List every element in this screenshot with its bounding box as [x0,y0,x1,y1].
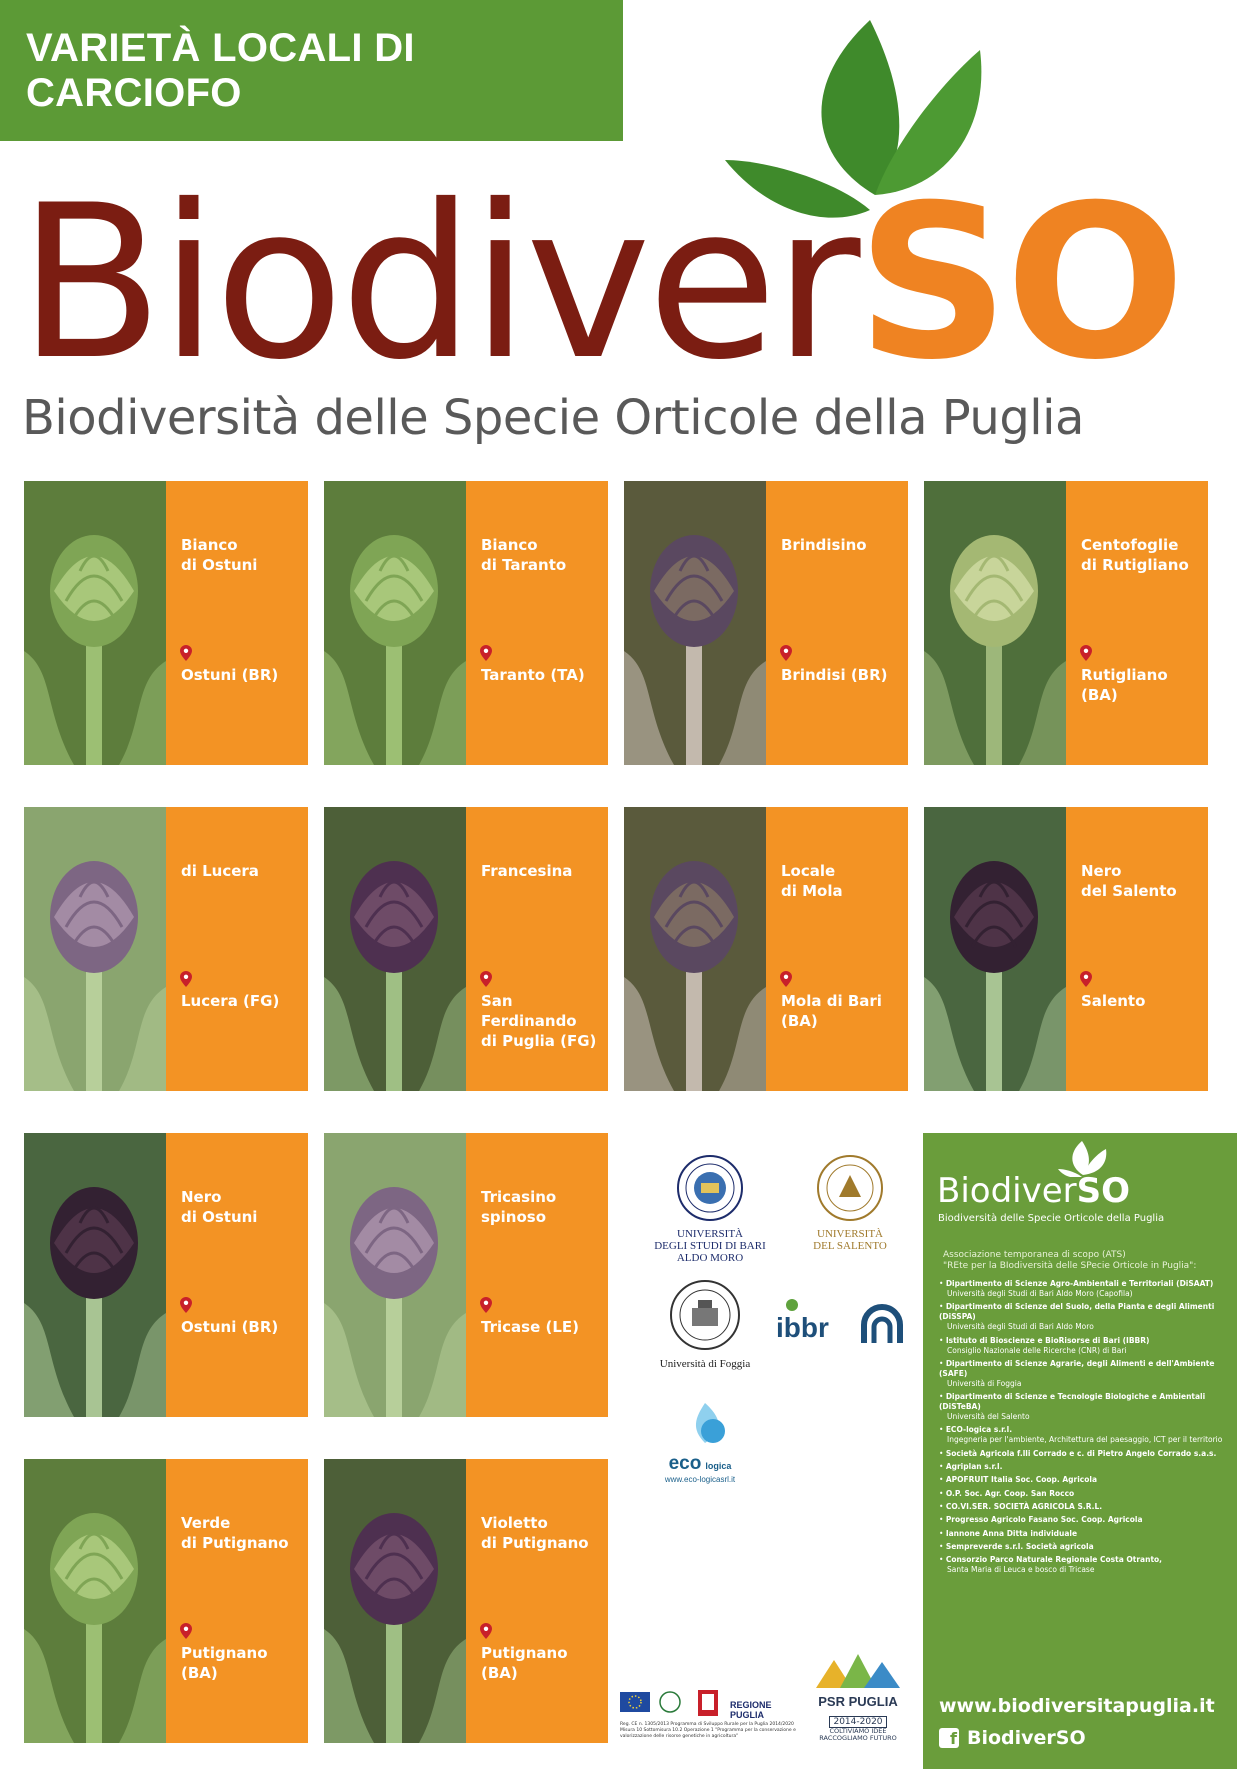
bullet: • [939,1279,946,1288]
variety-location: Ostuni (BR) [181,666,279,684]
bullet: • [939,1475,946,1485]
variety-name: Tricasino spinoso [481,1188,557,1226]
variety-info [466,481,608,765]
bullet: • [939,1392,946,1402]
ibbr-text: ibbr [776,1312,829,1343]
partners-list [939,1279,1231,1578]
partner-item [939,1462,1231,1472]
uniba-logo [650,1153,770,1264]
variety-card [624,807,908,1091]
location-pin-icon [1080,971,1092,987]
partner-name: Sempreverde s.r.l. Società agricola [945,1541,1094,1551]
location-pin-icon [180,1297,192,1313]
partner-name: O.P. Soc. Agr. Coop. San Rocco [945,1488,1075,1498]
location-pin-icon [780,645,792,661]
bullet: • [939,1302,946,1312]
ats-heading: Associazione temporanea di scopo (ATS) "REte per la BIodiversità delle SPecie Orticole in Puglia": [943,1250,1197,1271]
location-pin-icon [180,645,192,661]
artichoke-photo [24,481,166,765]
partner-name: Consorzio Parco Naturale Regionale Costa Otranto, [945,1555,1163,1565]
variety-location: Salento [1081,992,1146,1010]
variety-card [324,1133,608,1417]
partner-item [939,1449,1231,1459]
brand-part1: Biodiver [18,159,857,406]
variety-card [924,481,1208,765]
partner-item [939,1279,1231,1299]
partner-name: APOFRUIT Italia Soc. Coop. Agricola [945,1475,1098,1485]
partner-name: CO.VI.SER. SOCIETÀ AGRICOLA S.R.L. [945,1501,1103,1511]
partners-subtitle: Biodiversità delle Specie Orticole della Puglia [938,1213,1165,1224]
location-pin-icon [780,971,792,987]
location-pin-icon [480,1623,492,1639]
variety-name: Centofoglie di Rutigliano [1081,536,1189,574]
partner-item [939,1555,1231,1575]
funding-logos [620,1690,820,1750]
variety-info [166,481,308,765]
partners-panel [923,1133,1237,1769]
eco-badge: logica [705,1461,732,1471]
facebook-link[interactable] [939,1727,1086,1749]
variety-card [324,1459,608,1743]
variety-info [166,1133,308,1417]
partners-brand1: Biodiver [937,1171,1077,1211]
location-pin-icon [480,645,492,661]
brand-logo [18,159,1182,406]
variety-info [466,1133,608,1417]
partner-item [939,1425,1231,1445]
variety-info [466,1459,608,1743]
partner-name: Agriplan s.r.l. [945,1462,1003,1472]
artichoke-photo [924,807,1066,1091]
title-banner [0,0,623,141]
unifg-logo [645,1278,765,1370]
variety-card [24,1133,308,1417]
eu-italy-flags-icon [620,1690,730,1720]
bullet: • [939,1448,946,1458]
variety-location: Brindisi (BR) [781,666,888,684]
partner-name: Dipartimento di Scienze del Suolo, della Pianta e degli Alimenti (DiSSPA) [939,1302,1215,1322]
variety-info [766,807,908,1091]
brand-part2: SO [856,159,1182,406]
bullet: • [939,1425,946,1435]
variety-name: di Lucera [181,862,259,880]
regione-puglia-text: REGIONE PUGLIA [730,1700,772,1720]
artichoke-photo [24,1459,166,1743]
psr-puglia-logo [808,1650,908,1745]
brand-tagline: Biodiversità delle Specie Orticole della Puglia [22,390,1084,446]
partners-brand2: SO [1076,1171,1131,1211]
unisalento-text: UNIVERSITÀ DEL SALENTO [813,1228,887,1252]
bullet: • [939,1488,946,1498]
unisalento-logo [790,1153,910,1252]
variety-card [324,481,608,765]
bullet: • [939,1462,946,1472]
bullet: • [939,1358,946,1368]
variety-info [166,807,308,1091]
variety-name: Nero di Ostuni [181,1188,258,1226]
ibbr-cnr-icon [770,1293,910,1353]
artichoke-photo [324,1133,466,1417]
bullet: • [939,1555,946,1565]
unifg-text: Università di Foggia [659,1358,751,1370]
variety-card [24,1459,308,1743]
partner-item [939,1502,1231,1512]
location-pin-icon [180,1623,192,1639]
artichoke-photo [24,1133,166,1417]
partner-detail: Università degli Studi di Bari Aldo Moro (Capofila) [947,1289,1133,1298]
partner-detail: Santa Maria di Leuca e bosco di Tricase [947,1565,1095,1575]
partner-name: ECO-logica s.r.l. [945,1425,1013,1435]
partners-brand [937,1171,1130,1211]
partner-item [939,1392,1231,1422]
partner-name: Istituto di Bioscienze e BioRisorse di Bari (IBBR) [945,1335,1150,1345]
bullet: • [939,1541,946,1551]
psr-title: PSR PUGLIA [818,1694,898,1709]
partner-item [939,1489,1231,1499]
location-pin-icon [1080,645,1092,661]
partner-name: Progresso Agricolo Fasano Soc. Coop. Agricola [945,1515,1143,1525]
partner-item [939,1475,1231,1485]
variety-location: San Ferdinando di Puglia (FG) [481,992,597,1050]
partner-detail: Università di Foggia [947,1378,1022,1388]
partner-name: Dipartimento di Scienze Agrarie, degli Alimenti e dell'Ambiente (SAFE) [939,1358,1215,1378]
variety-location: Rutigliano (BA) [1081,666,1168,704]
variety-name: Bianco di Taranto [481,536,567,574]
uniba-seal-icon [675,1153,745,1223]
location-pin-icon [480,1297,492,1313]
facebook-name: BiodiverSO [967,1727,1086,1749]
artichoke-photo [324,807,466,1091]
partner-name: Dipartimento di Scienze e Tecnologie Biologiche e Ambientali (DiSTeBA) [939,1392,1206,1412]
variety-name: Locale di Mola [781,862,843,900]
variety-card [324,807,608,1091]
variety-info [1066,807,1208,1091]
ecologica-drop-icon [665,1403,735,1448]
ecologica-logo [640,1403,760,1484]
variety-location: Putignano (BA) [481,1644,568,1682]
partner-name: Società Agricola f.lli Corrado e c. di Pietro Angelo Corrado s.a.s. [945,1448,1217,1458]
variety-info [466,807,608,1091]
partner-item [939,1529,1231,1539]
banner-title: VARIETÀ LOCALI DI CARCIOFO [26,25,415,115]
partner-item [939,1302,1231,1332]
unisalento-seal-icon [815,1153,885,1223]
partner-item [939,1359,1231,1389]
ibbr-cnr-logo [770,1293,910,1358]
partner-item [939,1336,1231,1356]
partner-detail: Università degli Studi di Bari Aldo Moro [947,1322,1094,1332]
artichoke-photo [324,1459,466,1743]
variety-location: Tricase (LE) [481,1318,579,1336]
variety-name: Francesina [481,862,573,880]
psr-hills-icon [810,1650,906,1690]
variety-name: Nero del Salento [1081,862,1177,900]
artichoke-photo [24,807,166,1091]
facebook-icon: f [939,1728,959,1748]
variety-info [1066,481,1208,765]
unifg-seal-icon [668,1278,743,1353]
variety-name: Bianco di Ostuni [181,536,258,574]
partner-name: Iannone Anna Ditta individuale [945,1528,1078,1538]
uniba-text: UNIVERSITÀ DEGLI STUDI DI BARI ALDO MORO [654,1228,766,1264]
variety-location: Taranto (TA) [481,666,585,684]
partner-item [939,1542,1231,1552]
variety-location: Ostuni (BR) [181,1318,279,1336]
eco-text: eco [668,1453,702,1474]
artichoke-photo [624,481,766,765]
eco-url: www.eco-logicasrl.it [664,1475,736,1484]
variety-location: Mola di Bari (BA) [781,992,882,1030]
artichoke-photo [324,481,466,765]
variety-name: Violetto di Putignano [481,1514,589,1552]
location-pin-icon [180,971,192,987]
bullet: • [939,1515,946,1525]
location-pin-icon [480,971,492,987]
partner-detail: Consiglio Nazionale delle Ricerche (CNR) di Bari [947,1345,1127,1355]
bullet: • [939,1335,946,1345]
partner-detail: Università del Salento [947,1412,1030,1422]
variety-location: Lucera (FG) [181,992,280,1010]
variety-card [24,807,308,1091]
artichoke-photo [924,481,1066,765]
bullet: • [939,1501,946,1511]
partner-detail: Ingegneria per l'ambiente, Architettura del paesaggio, ICT per il territorio [947,1435,1223,1445]
psr-motto: COLTIVIAMO IDEE RACCOGLIAMO FUTURO [819,1727,897,1742]
partner-item [939,1515,1231,1525]
variety-info [766,481,908,765]
psr-years: 2014-2020 [829,1716,886,1728]
variety-name: Brindisino [781,536,867,554]
variety-card [624,481,908,765]
funding-note: Reg. CE n. 1305/2013 Programma di Sviluppo Rurale per la Puglia 2014/2020 Misura 10 Sottomisura 10.2 Operazione 1 "Programma per la conservazione e valorizzazione delle risorse genetiche in agricoltura" [620,1722,796,1739]
bullet: • [939,1528,946,1538]
variety-name: Verde di Putignano [181,1514,289,1552]
partner-name: Dipartimento di Scienze Agro-Ambientali e Territoriali (DiSAAT) [945,1279,1214,1288]
variety-location: Putignano (BA) [181,1644,268,1682]
artichoke-photo [624,807,766,1091]
variety-info [166,1459,308,1743]
website-link[interactable]: www.biodiversitapuglia.it [939,1695,1215,1717]
variety-card [924,807,1208,1091]
variety-card [24,481,308,765]
